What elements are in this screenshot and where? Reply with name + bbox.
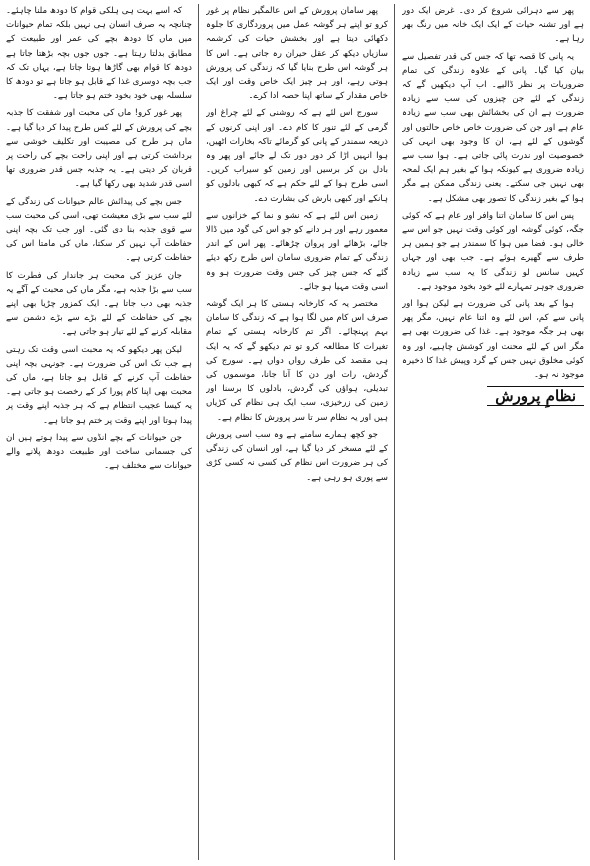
paragraph: جن حیوانات کے بچے انڈوں سے پیدا ہوتے ہیں ان کی جسمانی ساخت اور طبیعت دودھ پلانے والے حیوانات سے مختلف ہے۔ [6, 432, 192, 472]
column-divider [198, 4, 199, 860]
column-divider [394, 4, 395, 860]
text-column-right [402, 4, 584, 860]
paragraph: جان عزیز کی محبت ہر جاندار کی فطرت کا سب سے بڑا جذبہ ہے، مگر ماں کی محبت کے آگے یہ جذبہ بھی دب جاتا ہے۔ ایک کمزور چڑیا بھی اپنے بچے کی حفاظت کے لئے بڑے سے بڑے دشمن سے مقابلہ کرنے کے لئے تیار ہو جاتی ہے۔ [6, 270, 192, 338]
paragraph: زمین اس لئے ہے کہ نشو و نما کے خزانوں سے معمور رہے اور ہر دانے کو جو اس کی گود میں ڈالا جائے، بڑھائے اور پروان چڑھائے۔ پھر اس کے اندر زندگی کے تمام ضروری سامان اس طرح رکھ دیئے گئے کہ جس چیز کی جس وقت ضرورت ہو وہ اسی وقت مہیا ہو جائے۔ [206, 210, 388, 292]
paragraph: پس اس کا سامان اتنا وافر اور عام ہے کہ کوئی جگہ، کوئی گوشہ اور کوئی وقت نہیں جو اس سے خالی ہو۔ فضا میں ہوا کا سمندر ہے جو ہمیں ہر طرف سے گھیرے ہوئے ہے۔ جب بھی اور جہاں کہیں سانس لو زندگی کا یہ سب سے زیادہ ضروری جوہر تمہارے لئے خود بخود موجود ہے۔ [402, 210, 584, 292]
paragraph: جو کچھ ہمارے سامنے ہے وہ سب اسی پرورش کے لئے مسخر کر دیا گیا ہے، اور انسان کی زندگی کی ہر ضرورت اس نظام کی کسی نہ کسی کڑی سے پوری ہو رہی ہے۔ [206, 429, 388, 483]
paragraph: مختصر یہ کہ کارخانہ ہستی کا ہر ایک گوشہ صرف اس کام میں لگا ہوا ہے کہ زندگی کا سامان بہم پہنچائے۔ اگر تم کارخانہ ہستی کے تمام تغیرات کا مطالعہ کرو تو تم دیکھو گے کہ یہ ایک ہی مقصد کی طرف رواں دواں ہے۔ سورج کی گردش، رات اور دن کا آنا جانا، موسموں کی تبدیلی، ہواؤں کی گردش، بادلوں کا برسنا اور زمین کی زرخیزی، سب ایک ہی نظام کی کڑیاں ہیں اور یہ نظام سر تا سر پرورش کا نظام ہے۔ [206, 299, 388, 423]
section-heading [402, 386, 584, 406]
paragraph: ہوا کے بعد پانی کی ضرورت ہے لیکن ہوا اور پانی سے کم، اس لئے وہ اتنا عام نہیں، مگر پھر بھی ہر جگہ موجود ہے۔ غذا کی ضرورت بھی ہے مگر اس کے لئے محنت اور کوشش چاہیے، اور وہ کوئی مخلوق نہیں جس کے گرد وپیش غذا کا ذخیرہ موجود نہ ہو۔ [402, 299, 584, 381]
paragraph: لیکن پھر دیکھو کہ یہ محبت اسی وقت تک رہتی ہے جب تک اس کی ضرورت ہے۔ جونہی بچہ اپنی حفاظت آپ کرنے کے قابل ہو جاتا ہے، ماں کی محبت بھی اپنا کام پورا کر کے رخصت ہو جاتی ہے۔ یہ کیسا عجیب انتظام ہے کہ ہر جذبہ اپنے وقت پر پیدا ہوتا اور اپنے وقت پر ختم ہو جاتا ہے۔ [6, 344, 192, 426]
paragraph: پھر غور کرو! ماں کی محبت اور شفقت کا جذبہ بچے کی پرورش کے لئے کس طرح پیدا کر دیا گیا ہے۔ ماں ہر طرح کی مصیبت اور تکلیف خوشی سے برداشت کرتی ہے اور اپنی راحت بچے کی راحت پر قربان کر دیتی ہے۔ یہ جذبہ جس قدر ضروری تھا اسی قدر شدید بھی رکھا گیا ہے۔ [6, 108, 192, 190]
paragraph: پھر سامان پرورش کے اس عالمگیر نظام پر غور کرو تو اپنے ہر گوشہ عمل میں پروردگاری کا جلوہ دکھائی دیتا ہے اور بخشش حیات کی کرشمہ سازیاں دیکھ کر عقل حیران رہ جاتی ہے۔ اس کا ہر گوشہ اس طرح بنایا گیا کہ زندگی کی پرورش ہوتی رہے، اور ہر چیز ایک خاص وقت اور ایک خاص مقدار کے ساتھ اپنا حصہ ادا کرے۔ [206, 6, 388, 102]
paragraph: سورج اس لئے ہے کہ روشنی کے لئے چراغ اور گرمی کے لئے تنور کا کام دے۔ اور اپنی کرنوں کے ذریعہ سمندر کے پانی کو گرمائے تاکہ بخارات اٹھیں، ہوا انہیں اڑا کر دور دور تک لے جائے اور پھر وہ بادل بن کر برسیں اور زمین کو سیراب کریں۔ اسی طرح ہوا کے لئے حکم ہے کہ کبھی بادلوں کو ہانکے اور کبھی بارش کی بشارت دے۔ [206, 108, 388, 204]
section-heading-text: نظامِ پرورش [487, 386, 584, 406]
paragraph: یہ پانی کا قصہ تھا کہ جس کی قدر تفصیل سے بیان کیا گیا۔ پانی کے علاوہ زندگی کی تمام ضروریات پر نظر ڈالیے۔ اب آپ دیکھیں گے کہ زندگی کے لئے جن چیزوں کی سب سے زیادہ ضرورت ہے ان کی بخشائش بھی سب سے زیادہ عام ہے اور جن کی ضرورت خاص خاص حالتوں اور گوشوں کے لئے ہے، ان کا وجود بھی انہی کی خصوصیت اور ندرت پائی جاتی ہے۔ ہوا سب سے زیادہ ضروری ہے کیونکہ ہوا کے بغیر ہم ایک لمحہ بھی نہیں جی سکتے۔ یعنی زندگی ممکن ہے مگر ہوا کے بغیر زندگی کا تصور بھی مشکل ہے۔ [402, 51, 584, 204]
paragraph: کہ اسے بہت ہی ہلکی قوام کا دودھ ملنا چاہئے۔ چنانچہ یہ صرف انسان ہی نہیں بلکہ تمام حیوانات میں ماں کا دودھ بچے کی عمر اور طبیعت کے مطابق بدلتا رہتا ہے۔ جوں جوں بچہ بڑھتا جاتا ہے دودھ کا قوام بھی گاڑھا ہوتا جاتا ہے، یہاں تک کہ جب بچہ دوسری غذا کے قابل ہو جاتا ہے تو دودھ کا سلسلہ بھی خود بخود ختم ہو جاتا ہے۔ [6, 6, 192, 102]
paragraph: جس بچے کی پیدائش عالم حیوانات کی زندگی کے لئے سب سے بڑی معیشت تھی، اسی کی محبت سب سے قوی جذبہ بنا دی گئی۔ اور جب تک بچہ اپنی حفاظت آپ نہیں کر سکتا، ماں کی مامتا اس کی حفاظت کرتی ہے۔ [6, 196, 192, 264]
text-column-left [6, 4, 192, 860]
paragraph: پھر سے دہرائی شروع کر دی۔ غرض ایک دور ہے اور تشنہ حیات کے ایک ایک خانہ میں رنگ بھر رہا ہے۔ [402, 6, 584, 45]
text-column-middle [206, 4, 388, 860]
